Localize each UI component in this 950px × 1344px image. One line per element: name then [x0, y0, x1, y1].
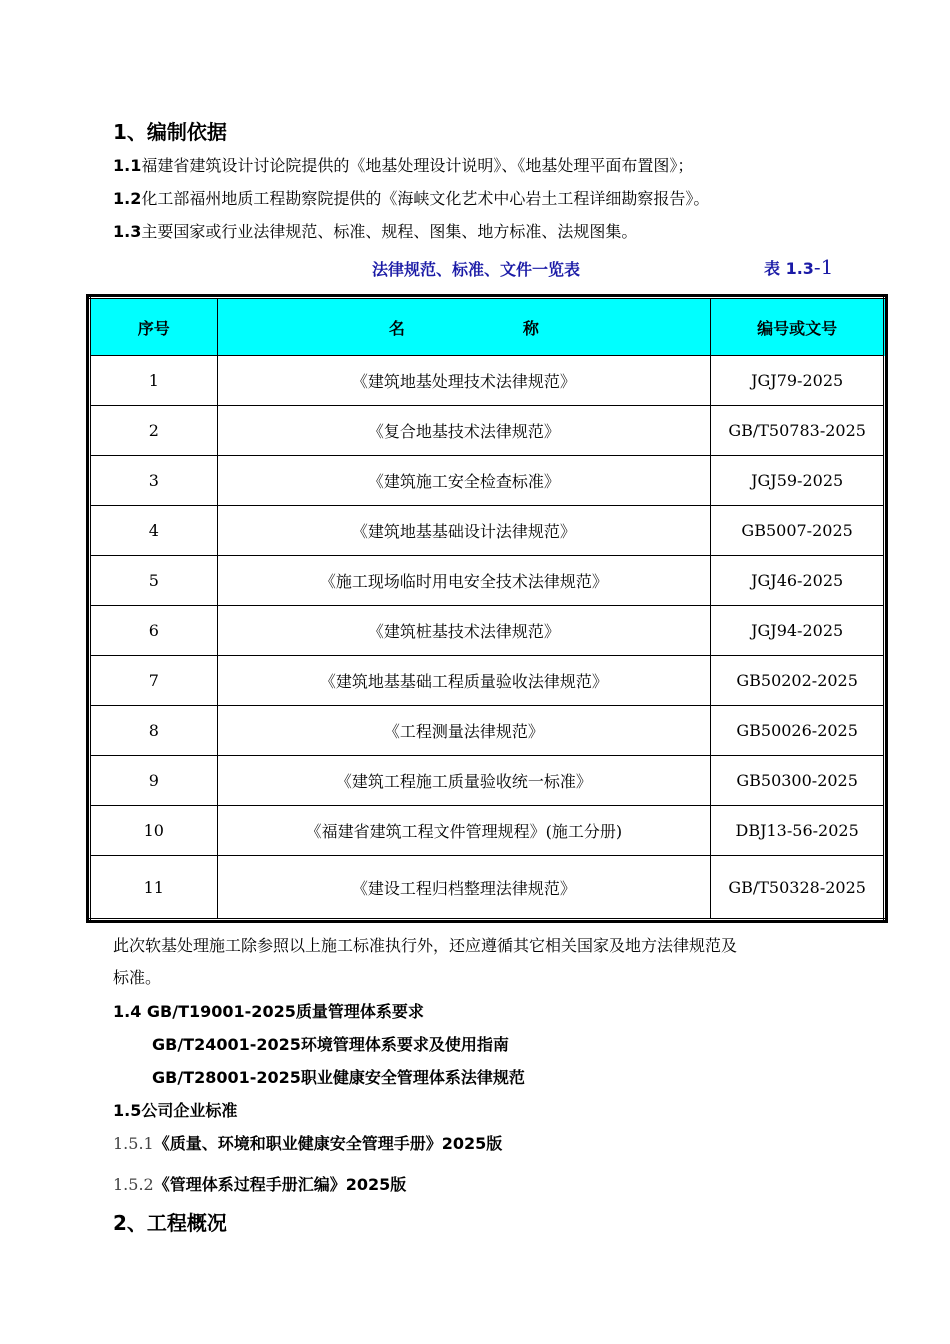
header-name-right: 称 [522, 318, 539, 338]
table-row [90, 606, 885, 656]
note-line-2: 标准。 [113, 968, 162, 987]
table-row [90, 556, 885, 606]
header-code: 编号或文号 [711, 298, 885, 356]
basis-item-3-text: 主要国家或行业法律规范、标准、规程、图集、地方标准、法规图集。 [141, 222, 638, 241]
row-name: 《建筑桩基技术法律规范》 [217, 606, 711, 656]
company-item-1-number: 1.5.1 [113, 1134, 154, 1153]
header-name-left: 名 [388, 318, 405, 338]
table-row [90, 656, 885, 706]
quality-standard-3: GB/T28001-2025职业健康安全管理体系法律规范 [152, 1068, 525, 1087]
row-code: JGJ79-2025 [711, 356, 885, 406]
row-seq: 10 [90, 806, 218, 856]
company-item-2-number: 1.5.2 [113, 1175, 154, 1194]
header-name [217, 298, 711, 356]
section-2-title: 2、工程概况 [113, 1211, 227, 1235]
row-name: 《复合地基技术法律规范》 [217, 406, 711, 456]
company-item-2 [113, 1172, 406, 1195]
company-item-1-text: 《质量、环境和职业健康安全管理手册》2025版 [153, 1134, 503, 1153]
basis-item-2 [113, 186, 709, 209]
row-code: GB50202-2025 [711, 656, 885, 706]
table-row [90, 706, 885, 756]
row-name: 《建设工程归档整理法律规范》 [217, 856, 711, 920]
header-seq: 序号 [90, 298, 218, 356]
row-code: JGJ94-2025 [711, 606, 885, 656]
table-caption: 法律规范、标准、文件一览表 [372, 260, 581, 279]
row-seq: 1 [90, 356, 218, 406]
row-seq: 4 [90, 506, 218, 556]
table-number-prefix: 表 1.3 [764, 259, 814, 278]
row-name: 《建筑地基基础工程质量验收法律规范》 [217, 656, 711, 706]
table-number-suffix: -1 [813, 255, 834, 279]
row-name: 《建筑工程施工质量验收统一标准》 [217, 756, 711, 806]
table-row [90, 406, 885, 456]
row-name: 《建筑地基基础设计法律规范》 [217, 506, 711, 556]
table-row [90, 856, 885, 920]
row-seq: 8 [90, 706, 218, 756]
row-name: 《建筑施工安全检查标准》 [217, 456, 711, 506]
table-header-row [90, 298, 885, 356]
standards-table [88, 296, 886, 921]
table-row [90, 456, 885, 506]
basis-item-3-number: 1.3 [113, 222, 142, 241]
table-row [90, 506, 885, 556]
row-code: DBJ13-56-2025 [711, 806, 885, 856]
company-item-1 [113, 1131, 502, 1154]
table-row [90, 756, 885, 806]
company-item-2-text: 《管理体系过程手册汇编》2025版 [153, 1175, 407, 1194]
row-seq: 11 [90, 856, 218, 920]
basis-item-2-number: 1.2 [113, 189, 142, 208]
row-code: GB/T50783-2025 [711, 406, 885, 456]
row-seq: 9 [90, 756, 218, 806]
quality-standard-2: GB/T24001-2025环境管理体系要求及使用指南 [152, 1035, 509, 1054]
basis-item-1 [113, 153, 693, 176]
row-name: 《施工现场临时用电安全技术法律规范》 [217, 556, 711, 606]
row-code: GB50300-2025 [711, 756, 885, 806]
row-seq: 7 [90, 656, 218, 706]
row-seq: 3 [90, 456, 218, 506]
table-row [90, 356, 885, 406]
table-row [90, 806, 885, 856]
quality-standard-1: 1.4 GB/T19001-2025质量管理体系要求 [113, 1002, 424, 1021]
row-code: JGJ59-2025 [711, 456, 885, 506]
basis-item-3 [113, 219, 637, 242]
row-code: GB/T50328-2025 [711, 856, 885, 920]
note-line-1: 此次软基处理施工除参照以上施工标准执行外，还应遵循其它相关国家及地方法律规范及 [113, 936, 738, 955]
row-code: JGJ46-2025 [711, 556, 885, 606]
table-number [764, 255, 833, 279]
row-seq: 5 [90, 556, 218, 606]
row-name: 《工程测量法律规范》 [217, 706, 711, 756]
section-1-title: 1、编制依据 [113, 120, 227, 144]
basis-item-1-text: 福建省建筑设计讨论院提供的《地基处理设计说明》、《地基处理平面布置图》； [141, 156, 694, 175]
company-standards-title: 1.5公司企业标准 [113, 1101, 238, 1120]
row-name: 《建筑地基处理技术法律规范》 [217, 356, 711, 406]
row-code: GB50026-2025 [711, 706, 885, 756]
basis-item-2-text: 化工部福州地质工程勘察院提供的《海峡文化艺术中心岩土工程详细勘察报告》。 [141, 189, 710, 208]
row-code: GB5007-2025 [711, 506, 885, 556]
row-seq: 2 [90, 406, 218, 456]
row-name: 《福建省建筑工程文件管理规程》(施工分册) [217, 806, 711, 856]
basis-item-1-number: 1.1 [113, 156, 142, 175]
row-seq: 6 [90, 606, 218, 656]
